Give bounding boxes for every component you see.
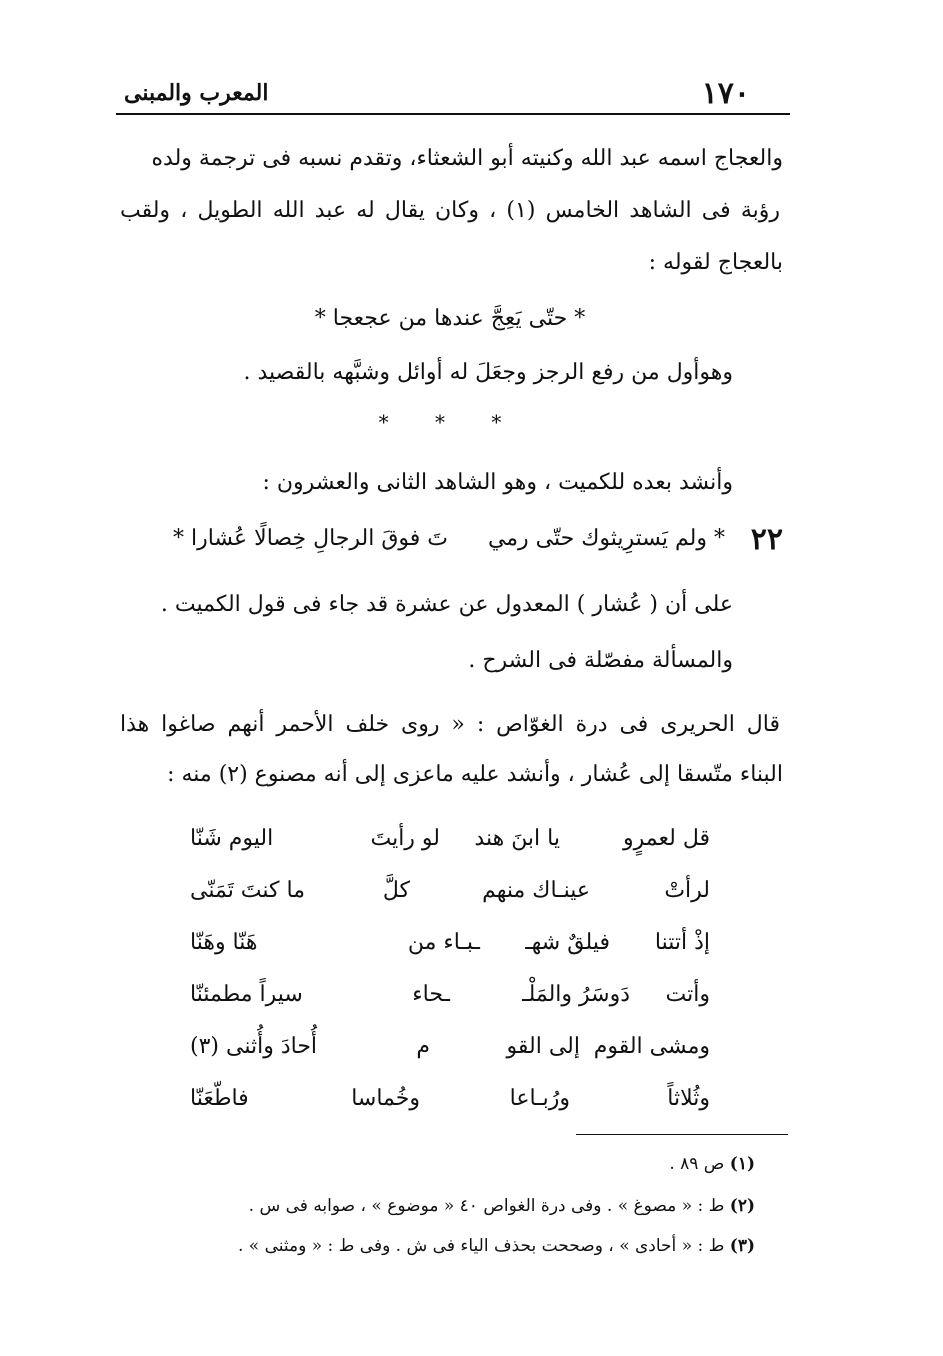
poem-word: أُحادَ وأُثنى (٣): [190, 1034, 318, 1059]
poem-word: لرأتْ: [664, 878, 710, 903]
poem-word: اليوم شَنّا: [190, 826, 274, 851]
paragraph-line: على أن ( عُشار ) المعدول عن عشرة قد جاء فى قول الكميت .: [160, 592, 733, 617]
poem-word: وخُماسا: [351, 1086, 420, 1111]
paragraph-line: وأنشد بعده للكميت ، وهو الشاهد الثانى والعشرون :: [262, 470, 733, 495]
poem-line: [190, 930, 710, 982]
poem-word: ومشى القوم: [593, 1034, 710, 1059]
page-header: [118, 70, 790, 114]
poem-word: دَوسَرُ والمَلْـ: [522, 982, 630, 1007]
poem-line: [190, 1034, 710, 1086]
footnote: [238, 1236, 755, 1256]
verse-22: [173, 522, 783, 566]
poem-word: سيراً مطمئنّا: [190, 982, 303, 1007]
poem-word: ـبـاء من: [407, 930, 480, 955]
poem-line: [190, 1086, 710, 1138]
footnote-number: (٢): [729, 1196, 755, 1216]
header-rule: [116, 113, 790, 115]
poem-word: إذْ أتتنا: [654, 930, 710, 955]
poem-word: ما كنتَ تَمَنّى: [190, 878, 306, 903]
poem-word: قل لعمرٍو: [623, 826, 710, 851]
poem-word: وثُلاثاً: [667, 1086, 710, 1111]
footnote-text: ص ٨٩ .: [669, 1154, 725, 1174]
poem-word: ـحاء: [412, 982, 450, 1007]
poem-word: فاطّعَنّا: [190, 1086, 249, 1111]
poem-word: لو رأيتَ: [370, 826, 440, 851]
poem-word: هَنّا وهَنّا: [190, 930, 258, 955]
paragraph-line: البناء متّسقا إلى عُشار ، وأنشد عليه ماعزى إلى أنه مصنوع (٢) منه :: [167, 762, 783, 787]
poem-line: [190, 982, 710, 1034]
paragraph-line: رؤبة فى الشاهد الخامس (١) ، وكان يقال له عبد الله الطويل ، ولقب: [120, 198, 781, 223]
footnote-text: ط : « مصوغ » . وفى درة الغواص ٤٠ « موضوع » ، صوابه فى س .: [248, 1196, 725, 1216]
section-separator: * * *: [378, 410, 522, 434]
poem-word: م: [416, 1034, 430, 1059]
poem-word: كلَّ: [382, 878, 410, 903]
page-number: ١٧٠: [701, 76, 750, 111]
paragraph-line: والمسألة مفصّلة فى الشرح .: [468, 648, 733, 673]
poem-word: يا ابنَ هند: [474, 826, 560, 851]
footnote-number: (٣): [729, 1236, 755, 1256]
poem-word: عينـاك منهم: [482, 878, 590, 903]
verse-number: ٢٢: [750, 522, 783, 557]
footnote: [249, 1196, 755, 1216]
paragraph-line: والعجاج اسمه عبد الله وكنيته أبو الشعثاء، وتقدم نسبه فى ترجمة ولده: [151, 146, 783, 171]
verse-hemistich-2: تَ فوقَ الرجالِ خِصالًا عُشارا *: [173, 526, 448, 551]
paragraph-line: وهوأول من رفع الرجز وجعَلَ له أوائل وشبَّهه بالقصيد .: [243, 360, 733, 385]
footnote-number: (١): [729, 1154, 755, 1174]
poem-word: إلى القو: [506, 1034, 580, 1059]
paragraph-line: بالعجاج لقوله :: [648, 250, 783, 275]
poem-line: [190, 826, 710, 878]
quoted-verse: * حتّى يَعِجَّ عندها من عجعجا *: [314, 306, 586, 331]
poem-word: ورُبـاعا: [509, 1086, 570, 1111]
poem-line: [190, 878, 710, 930]
paragraph-line: قال الحريرى فى درة الغوّاص : « روى خلف الأحمر أنهم صاغوا هذا: [120, 712, 780, 737]
poem: [190, 826, 710, 1138]
poem-word: وأتت: [665, 982, 710, 1007]
footnote-text: ط : « أحادى » ، وصححت بحذف الياء فى ش . وفى ط : « ومثنى » .: [237, 1236, 725, 1256]
verse-hemistich-1: * ولم يَسترِيثوك حتّى رمي: [487, 526, 725, 551]
footnote-rule: [576, 1134, 788, 1135]
footnote: [669, 1154, 755, 1174]
poem-word: فيلقٌ شهـ: [525, 930, 610, 955]
running-title: المعرب والمبنى: [124, 80, 269, 106]
